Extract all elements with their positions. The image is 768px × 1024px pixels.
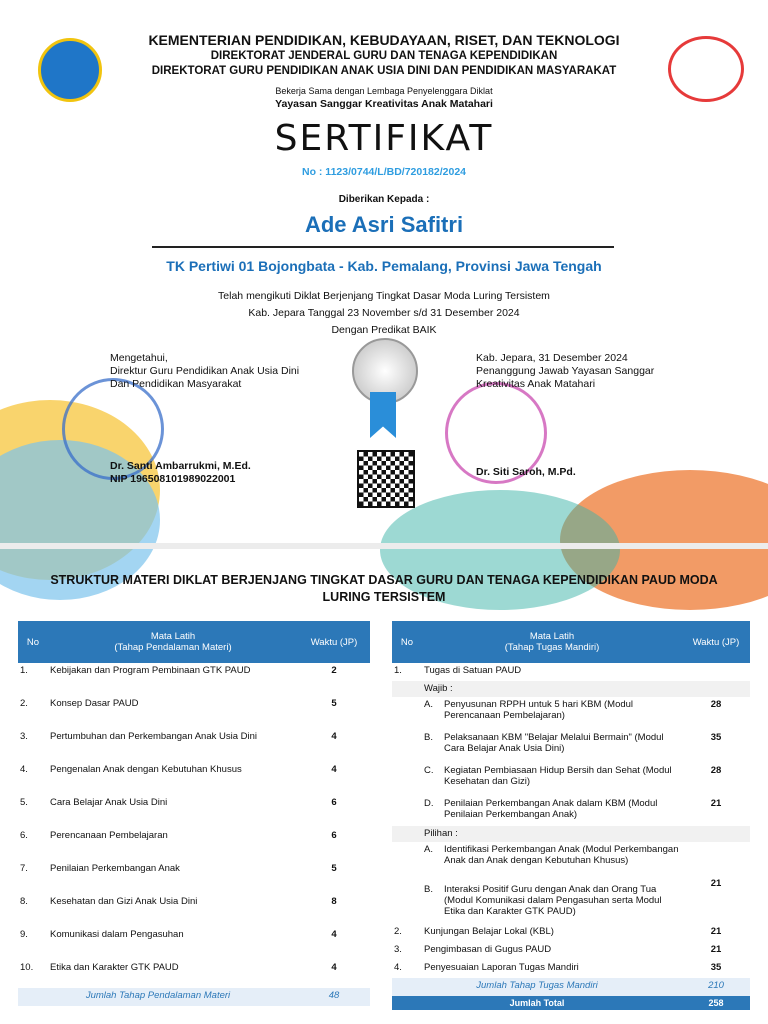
table-row [392, 730, 750, 763]
row-subject: Perencanaan Pembelajaran [50, 830, 168, 841]
table-row [18, 795, 370, 828]
qr-code[interactable] [357, 450, 415, 508]
table-row [392, 960, 750, 978]
row-letter: B. [424, 732, 433, 743]
row-subject: Konsep Dasar PAUD [50, 698, 139, 709]
left-sign-line-3: Dan Pendidikan Masyarakat [110, 378, 242, 390]
given-to-label: Diberikan Kepada : [338, 194, 430, 205]
table-row [392, 697, 750, 730]
total-label: Jumlah Total [392, 996, 682, 1010]
row-no: 1. [394, 665, 402, 676]
left-sign-line-2: Direktur Guru Pendidikan Anak Usia Dini [110, 365, 300, 377]
materials-table-left [18, 621, 370, 1006]
row-subject: Penilaian Perkembangan Anak [50, 863, 180, 874]
row-jp: 21 [710, 798, 722, 809]
cooperation-text: Bekerja Sama dengan Lembaga Penyelenggara Diklat [275, 86, 493, 96]
sum-label: Jumlah Tahap Tugas Mandiri [392, 978, 682, 996]
th-mata-sub: (Tahap Tugas Mandiri) [504, 642, 600, 653]
table-row [392, 796, 750, 826]
left-signatory [110, 352, 299, 391]
sum-row [392, 978, 750, 996]
row-no: 4. [394, 962, 402, 973]
row-subject: Pengenalan Anak dengan Kebutuhan Khusus [50, 764, 242, 775]
sum-label: Jumlah Tahap Pendalaman Materi [18, 988, 298, 1006]
total-row [392, 996, 750, 1010]
row-jp: 21 [710, 877, 722, 889]
right-sign-line-3: Kreativitas Anak Matahari [476, 378, 596, 390]
row-jp: 5 [331, 863, 337, 874]
row-jp: 4 [331, 929, 337, 940]
row-jp: 21 [710, 944, 722, 955]
row-subject: Kegiatan Pembiasaan Hidup Bersih dan Sehat (Modul Kesehatan dan Gizi) [444, 765, 672, 787]
row-no: 3. [394, 944, 402, 955]
row-jp: 5 [331, 698, 337, 709]
row-jp: 8 [331, 896, 337, 907]
row-no: 9. [20, 929, 28, 940]
table-row [18, 894, 370, 927]
th-mata-sub: (Tahap Pendalaman Materi) [114, 642, 232, 653]
row-subject: Kebijakan dan Program Pembinaan GTK PAUD [50, 665, 251, 676]
sum-value: 48 [298, 988, 370, 1006]
th-mata-label: Mata Latih [150, 631, 196, 642]
certificate-number: No : 1123/0744/L/BD/720182/2024 [301, 166, 467, 178]
table-row [18, 696, 370, 729]
row-jp: 4 [331, 764, 337, 775]
directorate-title: DIREKTORAT GURU PENDIDIKAN ANAK USIA DINI DAN PENDIDIKAN MASYARAKAT [151, 65, 617, 77]
name-underline [152, 246, 614, 248]
row-jp: 28 [710, 699, 722, 710]
row-subject: Etika dan Karakter GTK PAUD [50, 962, 179, 973]
table-row [392, 942, 750, 960]
recipient-school: TK Pertiwi 01 Bojongbata - Kab. Pemalang, Provinsi Jawa Tengah [166, 258, 602, 274]
th-no: No [392, 621, 422, 663]
recipient-name: Ade Asri Safitri [304, 212, 464, 237]
th-waktu: Waktu (JP) [298, 621, 370, 663]
table-row [18, 828, 370, 861]
pilihan-label: Pilihan : [422, 826, 750, 842]
wajib-row [392, 681, 750, 697]
row-subject: Pertumbuhan dan Perkembangan Anak Usia Dini [50, 731, 258, 742]
table-row [18, 927, 370, 960]
organizer-name: Yayasan Sanggar Kreativitas Anak Matahari [275, 98, 493, 110]
row-subject: Komunikasi dalam Pengasuhan [50, 929, 184, 940]
right-sign-line-2: Penanggung Jawab Yayasan Sanggar [476, 365, 655, 377]
row-jp: 6 [331, 797, 337, 808]
certificate-title: SERTIFIKAT [274, 118, 494, 159]
left-sign-line-1: Mengetahui, [110, 352, 168, 364]
row-subject: Penyesuaian Laporan Tugas Mandiri [424, 962, 579, 973]
row-jp: 4 [331, 731, 337, 742]
row-no: 6. [20, 830, 28, 841]
row-jp: 35 [710, 962, 722, 973]
row-jp: 35 [710, 732, 722, 743]
dirjen-title: DIREKTORAT JENDERAL GURU DAN TENAGA KEPENDIDIKAN [210, 50, 558, 62]
th-waktu: Waktu (JP) [682, 621, 750, 663]
row-subject: Kunjungan Belajar Lokal (KBL) [424, 926, 554, 937]
row-jp: 6 [331, 830, 337, 841]
row-no: 7. [20, 863, 28, 874]
table-row [18, 861, 370, 894]
row-no: 4. [20, 764, 28, 775]
table-row [392, 763, 750, 796]
right-signatory-name: Dr. Siti Saroh, M.Pd. [476, 466, 576, 478]
table-row [392, 663, 750, 681]
left-signatory-nip: NIP 196508101989022001 [110, 473, 236, 485]
row-no: 5. [20, 797, 28, 808]
statement-line-3: Dengan Predikat BAIK [331, 324, 437, 336]
materials-table-right [392, 621, 750, 1010]
left-signatory-name-block [110, 460, 251, 486]
row-no: 8. [20, 896, 28, 907]
total-value: 258 [682, 996, 750, 1010]
row-jp: 4 [331, 962, 337, 973]
statement-line-1: Telah mengikuti Diklat Berjenjang Tingkat Dasar Moda Luring Tersistem [218, 290, 550, 302]
wajib-label: Wajib : [422, 681, 750, 697]
row-letter: A. [424, 844, 433, 855]
left-signatory-name: Dr. Santi Ambarrukmi, M.Ed. [110, 460, 251, 472]
row-subject: Cara Belajar Anak Usia Dini [50, 797, 168, 808]
pilihan-row [392, 826, 750, 842]
right-signatory [476, 352, 654, 391]
row-letter: B. [424, 884, 433, 895]
th-no: No [18, 621, 48, 663]
row-subject: Identifikasi Perkembangan Anak (Modul Perkembangan Anak dan Anak dengan Kebutuhan Khusus) [444, 844, 679, 866]
table-row [18, 762, 370, 795]
row-jp: 2 [331, 665, 337, 676]
row-no: 1. [20, 665, 28, 676]
row-subject: Tugas di Satuan PAUD [424, 665, 522, 676]
table-row [18, 729, 370, 762]
page-divider [0, 543, 768, 549]
row-no: 3. [20, 731, 28, 742]
ministry-title: KEMENTERIAN PENDIDIKAN, KEBUDAYAAN, RISET, DAN TEKNOLOGI [148, 32, 620, 48]
right-sign-line-1: Kab. Jepara, 31 Desember 2024 [476, 352, 628, 364]
sum-row [18, 988, 370, 1006]
medal-ribbon [370, 392, 396, 438]
row-subject: Penyusunan RPPH untuk 5 hari KBM (Modul Perencanaan Pembelajaran) [444, 699, 634, 721]
row-no: 10. [20, 962, 34, 973]
row-no: 2. [20, 698, 28, 709]
row-jp: 21 [710, 926, 722, 937]
row-subject: Kesehatan dan Gizi Anak Usia Dini [50, 896, 198, 907]
row-subject: Pengimbasan di Gugus PAUD [424, 944, 552, 955]
row-letter: D. [424, 798, 434, 809]
table-row [18, 960, 370, 988]
table-row [18, 663, 370, 696]
statement-line-2: Kab. Jepara Tanggal 23 November s/d 31 Desember 2024 [248, 307, 520, 319]
th-mata-latih [422, 621, 682, 663]
th-mata-latih [48, 621, 298, 663]
row-jp: 28 [710, 765, 722, 776]
row-letter: A. [424, 699, 433, 710]
th-mata-label: Mata Latih [529, 631, 575, 642]
row-no: 2. [394, 926, 402, 937]
row-subject: Penilaian Perkembangan Anak dalam KBM (Modul Penilaian Perkembangan Anak) [444, 798, 658, 820]
table-row [392, 924, 750, 942]
table-row [392, 842, 750, 882]
sum-value: 210 [682, 978, 750, 996]
row-subject: Interaksi Positif Guru dengan Anak dan Orang Tua (Modul Komunikasi dalam Pengasuhan serta Modul Etika dan Karakter GTK PAUD) [444, 884, 662, 917]
row-subject: Pelaksanaan KBM "Belajar Melalui Bermain" (Modul Cara Belajar Anak Usia Dini) [444, 732, 664, 754]
row-letter: C. [424, 765, 434, 776]
section-title: STRUKTUR MATERI DIKLAT BERJENJANG TINGKAT DASAR GURU DAN TENAGA KEPENDIDIKAN PAUD MODA LURING TERSISTEM [50, 573, 718, 604]
